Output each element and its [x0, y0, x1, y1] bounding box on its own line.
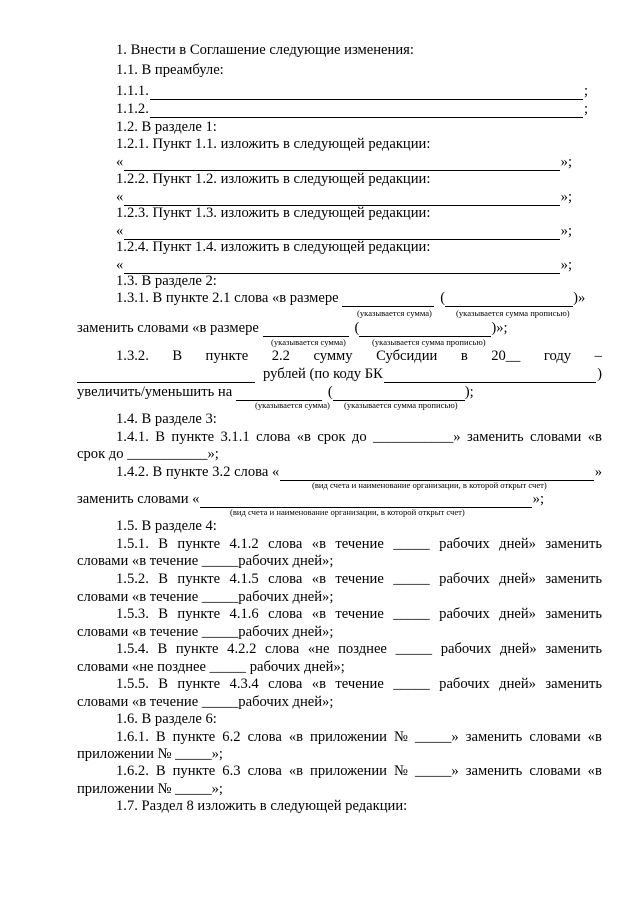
- blank-line: [150, 105, 583, 118]
- quote-line: « »;: [116, 257, 572, 273]
- item-1-5-1-cont: словами «в течение _____рабочих дней»;: [77, 553, 334, 569]
- item-1-2-3: 1.2.3. Пункт 1.3. изложить в следующей редакции:: [116, 205, 431, 221]
- item-1-5-2: 1.5.2. В пункте 4.1.5 слова «в течение _____ рабочих дней» заменить: [116, 571, 602, 587]
- hint-sum: (указывается сумма): [357, 308, 432, 318]
- blank-line: [263, 324, 349, 337]
- item-1-5-4: 1.5.4. В пункте 4.2.2 слова «не позднее _____ рабочих дней» заменить: [116, 641, 602, 657]
- item-1-2-2: 1.2.2. Пункт 1.2. изложить в следующей редакции:: [116, 171, 431, 187]
- item-1-3-2-cont: рублей (по коду БК ): [77, 366, 602, 383]
- item-1-2-4: 1.2.4. Пункт 1.4. изложить в следующей редакции:: [116, 239, 431, 255]
- quote-line: « »;: [116, 223, 572, 239]
- item-1-1-2: 1.1.2. ;: [116, 101, 588, 117]
- item-1-3-1: 1.3.1. В пункте 2.1 слова «в размере ( )»: [116, 290, 586, 306]
- item-1-5-2-cont: словами «в течение _____рабочих дней»;: [77, 589, 334, 605]
- item-1-6: 1.6. В разделе 6:: [116, 711, 217, 727]
- item-1-5-1: 1.5.1. В пункте 4.1.2 слова «в течение _____ рабочих дней» заменить: [116, 536, 602, 552]
- blank-line: [124, 158, 559, 171]
- item-1-1-1: 1.1.1. ;: [116, 83, 588, 99]
- blank-line: [384, 370, 596, 383]
- item-1-7: 1.7. Раздел 8 изложить в следующей редакции:: [116, 798, 408, 814]
- item-1-6-2: 1.6.2. В пункте 6.3 слова «в приложении № _____» заменить словами «в: [116, 763, 602, 779]
- hint-account: (вид счета и наименование организации, в которой открыт счет): [312, 480, 547, 490]
- item-1-4-1: 1.4.1. В пункте 3.1.1 слова «в срок до ___________» заменить словами «в: [116, 429, 602, 445]
- item-1-3-2-cont2: увеличить/уменьшить на ( );: [77, 384, 474, 400]
- item-1-5: 1.5. В разделе 4:: [116, 518, 217, 534]
- blank-line: [77, 370, 255, 383]
- item-1-2-1: 1.2.1. Пункт 1.1. изложить в следующей редакции:: [116, 136, 431, 152]
- hint-sum-words: (указывается сумма прописью): [456, 308, 570, 318]
- item-1-5-5-cont: словами «в течение _____рабочих дней»;: [77, 694, 334, 710]
- item-1-3-1-cont: заменить словами «в размере ( )»;: [77, 320, 508, 336]
- item-1-5-4-cont: словами «не позднее _____ рабочих дней»;: [77, 659, 345, 675]
- hint-sum: (указывается сумма): [255, 400, 330, 410]
- item-1-4: 1.4. В разделе 3:: [116, 411, 217, 427]
- hint-sum-words: (указывается сумма прописью): [372, 337, 486, 347]
- item-1-5-3: 1.5.3. В пункте 4.1.6 слова «в течение _____ рабочих дней» заменить: [116, 606, 602, 622]
- quote-line: « »;: [116, 189, 572, 205]
- blank-line: [359, 324, 491, 337]
- item-1-6-1: 1.6.1. В пункте 6.2 слова «в приложении № _____» заменить словами «в: [116, 729, 602, 745]
- item-1: 1. Внести в Соглашение следующие изменения:: [116, 42, 414, 58]
- item-1-6-1-cont: приложении № _____»;: [77, 746, 223, 762]
- quote-line: « »;: [116, 154, 572, 170]
- item-1-5-5: 1.5.5. В пункте 4.3.4 слова «в течение _____ рабочих дней» заменить: [116, 676, 602, 692]
- item-1-5-3-cont: словами «в течение _____рабочих дней»;: [77, 624, 334, 640]
- item-1-4-2: 1.4.2. В пункте 3.2 слова « »: [116, 464, 602, 480]
- hint-sum: (указывается сумма): [271, 337, 346, 347]
- hint-sum-words: (указывается сумма прописью): [344, 400, 458, 410]
- item-1-3-2: 1.3.2. В пункте 2.2 сумму Субсидии в 20__ году –: [116, 348, 602, 364]
- item-1-2: 1.2. В разделе 1:: [116, 119, 217, 135]
- item-1-1: 1.1. В преамбуле:: [116, 62, 224, 78]
- blank-line: [445, 294, 573, 307]
- hint-account: (вид счета и наименование организации, в которой открыт счет): [230, 507, 465, 517]
- blank-line: [150, 87, 583, 100]
- item-1-3: 1.3. В разделе 2:: [116, 273, 217, 289]
- item-1-6-2-cont: приложении № _____»;: [77, 781, 223, 797]
- item-1-4-1-cont: срок до ___________»;: [77, 446, 219, 462]
- item-1-4-2-cont: заменить словами « »;: [77, 491, 544, 507]
- blank-line: [342, 294, 434, 307]
